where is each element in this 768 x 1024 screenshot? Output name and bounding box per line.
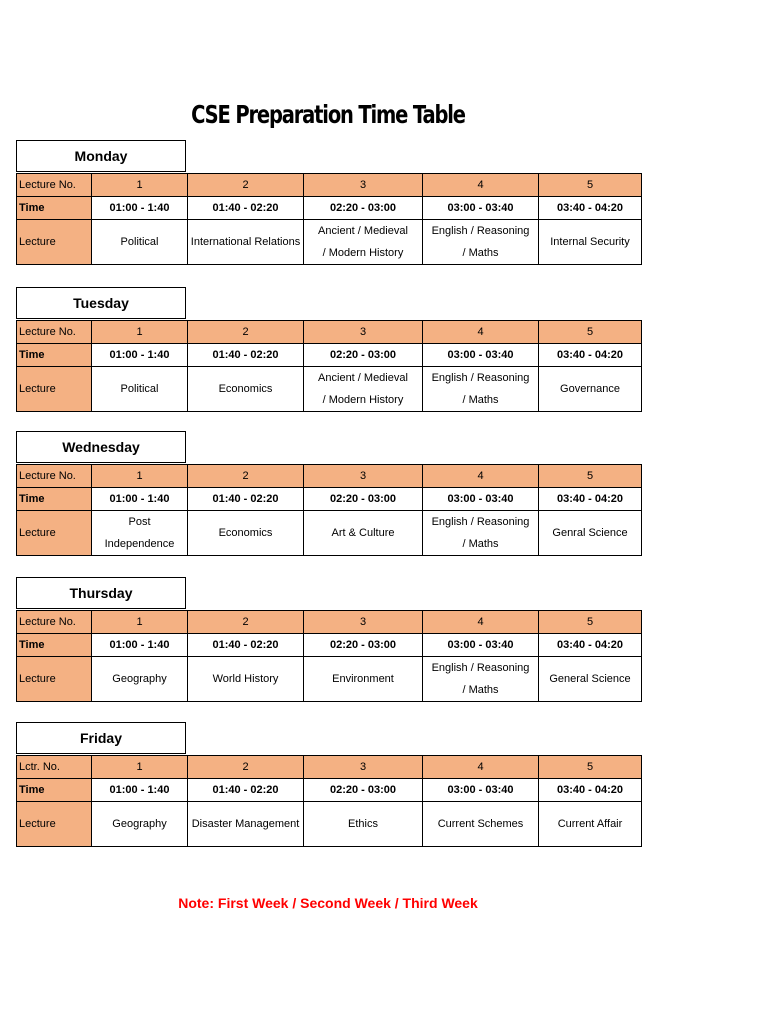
- lecture-number-row: [17, 321, 642, 344]
- lecture-number-row: [17, 611, 642, 634]
- lecture-cell: [423, 220, 539, 265]
- lecture-cell: [423, 802, 539, 847]
- lecture-line: Economics: [218, 383, 273, 395]
- lecture-number-cell: 3: [304, 465, 423, 488]
- lecture-row: [17, 220, 642, 265]
- lecture-line: Current Schemes: [437, 818, 524, 830]
- time-cell: 03:00 - 03:40: [423, 197, 539, 220]
- time-cell: 03:40 - 04:20: [539, 779, 642, 802]
- lecture-row: [17, 511, 642, 556]
- lecture-cell: [188, 367, 304, 412]
- lecture-row: [17, 802, 642, 847]
- lecture-line: Current Affair: [557, 818, 623, 830]
- time-cell: 01:40 - 02:20: [188, 634, 304, 657]
- time-cell: 03:40 - 04:20: [539, 634, 642, 657]
- lecture-cell: [423, 657, 539, 702]
- time-row: [17, 634, 642, 657]
- row-label: Lctr. No.: [17, 756, 92, 779]
- schedule-table: [16, 464, 642, 556]
- lecture-number-cell: 2: [188, 174, 304, 197]
- lecture-line: / Maths: [462, 394, 499, 406]
- lecture-number-cell: 4: [423, 756, 539, 779]
- lecture-number-cell: 1: [92, 321, 188, 344]
- schedule-table: [16, 610, 642, 702]
- lecture-line: / Modern History: [322, 247, 404, 259]
- lecture-line: Genral Science: [552, 527, 628, 539]
- lecture-number-cell: 2: [188, 611, 304, 634]
- lecture-line: English / Reasoning: [431, 516, 530, 528]
- lecture-cell: [539, 367, 642, 412]
- lecture-number-cell: 1: [92, 174, 188, 197]
- row-label: Time: [17, 197, 92, 220]
- time-cell: 02:20 - 03:00: [304, 488, 423, 511]
- lecture-cell: [188, 511, 304, 556]
- row-label: Lecture No.: [17, 321, 92, 344]
- lecture-number-cell: 1: [92, 465, 188, 488]
- row-label: Time: [17, 634, 92, 657]
- row-label: Lecture: [17, 511, 92, 556]
- lecture-cell: [92, 657, 188, 702]
- lecture-line: Governance: [560, 383, 620, 395]
- lecture-number-row: [17, 756, 642, 779]
- lecture-cell: [423, 367, 539, 412]
- lecture-cell: [304, 657, 423, 702]
- lecture-line: World History: [212, 673, 279, 685]
- time-cell: 03:40 - 04:20: [539, 344, 642, 367]
- lecture-number-cell: 2: [188, 756, 304, 779]
- time-cell: 02:20 - 03:00: [304, 779, 423, 802]
- time-cell: 03:00 - 03:40: [423, 634, 539, 657]
- time-cell: 03:40 - 04:20: [539, 197, 642, 220]
- lecture-line: / Modern History: [322, 394, 404, 406]
- lecture-line: General Science: [549, 673, 631, 685]
- lecture-number-cell: 5: [539, 465, 642, 488]
- lecture-line: / Maths: [462, 684, 499, 696]
- lecture-line: Ancient / Medieval: [318, 372, 408, 384]
- row-label: Lecture: [17, 802, 92, 847]
- time-cell: 01:40 - 02:20: [188, 488, 304, 511]
- lecture-number-cell: 4: [423, 174, 539, 197]
- lecture-number-cell: 5: [539, 611, 642, 634]
- lecture-number-cell: 3: [304, 174, 423, 197]
- lecture-line: English / Reasoning: [431, 372, 530, 384]
- lecture-cell: [539, 220, 642, 265]
- lecture-line: Political: [120, 236, 159, 248]
- lecture-number-cell: 1: [92, 756, 188, 779]
- row-label: Lecture: [17, 657, 92, 702]
- lecture-line: Environment: [332, 673, 394, 685]
- lecture-number-row: [17, 174, 642, 197]
- row-label: Lecture No.: [17, 465, 92, 488]
- lecture-line: Ethics: [348, 818, 378, 830]
- lecture-line: Disaster Management: [191, 818, 300, 830]
- lecture-number-cell: 4: [423, 611, 539, 634]
- lecture-cell: [92, 511, 188, 556]
- row-label: Lecture: [17, 220, 92, 265]
- lecture-cell: [304, 220, 423, 265]
- lecture-line: Art & Culture: [331, 527, 395, 539]
- lecture-line: Post Independence: [104, 516, 175, 550]
- lecture-line: Economics: [218, 527, 273, 539]
- time-cell: 01:00 - 1:40: [92, 488, 188, 511]
- schedule-table: [16, 755, 642, 847]
- lecture-row: [17, 367, 642, 412]
- lecture-line: Political: [120, 383, 159, 395]
- lecture-cell: [188, 220, 304, 265]
- lecture-number-cell: 4: [423, 321, 539, 344]
- lecture-number-cell: 4: [423, 465, 539, 488]
- schedule-table: [16, 173, 642, 265]
- lecture-cell: [539, 657, 642, 702]
- row-label: Lecture: [17, 367, 92, 412]
- lecture-line: English / Reasoning: [431, 662, 530, 674]
- time-row: [17, 344, 642, 367]
- page-title: CSE Preparation Time Table: [191, 100, 465, 129]
- lecture-cell: [539, 511, 642, 556]
- lecture-number-cell: 3: [304, 321, 423, 344]
- lecture-row: [17, 657, 642, 702]
- lecture-cell: [92, 220, 188, 265]
- lecture-number-cell: 2: [188, 465, 304, 488]
- time-cell: 02:20 - 03:00: [304, 197, 423, 220]
- row-label: Time: [17, 488, 92, 511]
- time-cell: 02:20 - 03:00: [304, 344, 423, 367]
- time-cell: 01:00 - 1:40: [92, 344, 188, 367]
- lecture-line: / Maths: [462, 538, 499, 550]
- lecture-cell: [304, 367, 423, 412]
- lecture-cell: [304, 802, 423, 847]
- lecture-number-cell: 2: [188, 321, 304, 344]
- time-cell: 01:00 - 1:40: [92, 197, 188, 220]
- lecture-number-cell: 5: [539, 756, 642, 779]
- row-label: Time: [17, 344, 92, 367]
- time-row: [17, 488, 642, 511]
- day-heading: Tuesday: [16, 287, 186, 319]
- time-cell: 01:40 - 02:20: [188, 779, 304, 802]
- lecture-cell: [92, 802, 188, 847]
- lecture-line: Geography: [112, 673, 167, 685]
- day-heading: Friday: [16, 722, 186, 754]
- time-cell: 03:00 - 03:40: [423, 779, 539, 802]
- time-cell: 01:40 - 02:20: [188, 344, 304, 367]
- day-heading: Monday: [16, 140, 186, 172]
- lecture-cell: [92, 367, 188, 412]
- row-label: Lecture No.: [17, 611, 92, 634]
- schedule-table: [16, 320, 642, 412]
- time-cell: 03:40 - 04:20: [539, 488, 642, 511]
- lecture-line: English / Reasoning: [431, 225, 530, 237]
- row-label: Time: [17, 779, 92, 802]
- lecture-cell: [423, 511, 539, 556]
- time-row: [17, 779, 642, 802]
- row-label: Lecture No.: [17, 174, 92, 197]
- lecture-line: Geography: [112, 818, 167, 830]
- lecture-number-cell: 3: [304, 611, 423, 634]
- time-cell: 03:00 - 03:40: [423, 344, 539, 367]
- lecture-cell: [539, 802, 642, 847]
- lecture-cell: [304, 511, 423, 556]
- time-row: [17, 197, 642, 220]
- lecture-number-cell: 1: [92, 611, 188, 634]
- lecture-number-cell: 5: [539, 174, 642, 197]
- lecture-cell: [188, 657, 304, 702]
- lecture-line: Ancient / Medieval: [318, 225, 408, 237]
- lecture-number-cell: 5: [539, 321, 642, 344]
- lecture-line: / Maths: [462, 247, 499, 259]
- lecture-number-cell: 3: [304, 756, 423, 779]
- lecture-line: International Relations: [190, 236, 301, 248]
- time-cell: 01:00 - 1:40: [92, 634, 188, 657]
- lecture-cell: [188, 802, 304, 847]
- day-heading: Thursday: [16, 577, 186, 609]
- time-cell: 03:00 - 03:40: [423, 488, 539, 511]
- lecture-line: Internal Security: [550, 236, 630, 248]
- time-cell: 02:20 - 03:00: [304, 634, 423, 657]
- day-heading: Wednesday: [16, 431, 186, 463]
- time-cell: 01:00 - 1:40: [92, 779, 188, 802]
- time-cell: 01:40 - 02:20: [188, 197, 304, 220]
- lecture-number-row: [17, 465, 642, 488]
- week-note: Note: First Week / Second Week / Third Week: [178, 895, 478, 911]
